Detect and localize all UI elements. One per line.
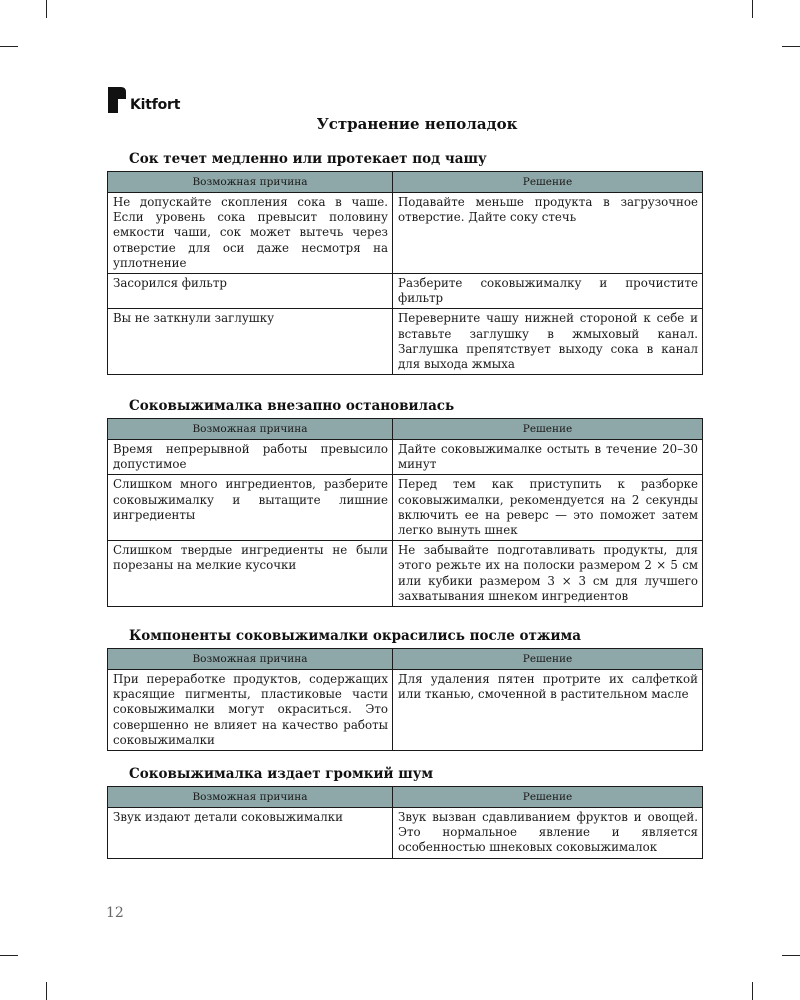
solution-cell: Дайте соковыжималке остыть в течение 20–30 минут (393, 440, 703, 475)
table-row (108, 475, 703, 541)
cause-cell: Засорился фильтр (108, 274, 393, 309)
troubleshooting-table (107, 786, 703, 859)
table-row (108, 440, 703, 475)
page-title: Устранение неполадок (316, 115, 518, 133)
page-number: 12 (106, 905, 124, 921)
solution-cell: Для удаления пятен протрите их салфеткой или тканью, смоченной в растительном масле (393, 670, 703, 751)
solution-cell: Разберите соковыжималку и прочистите фильтр (393, 274, 703, 309)
section-title: Соковыжималка издает громкий шум (129, 766, 434, 782)
crop-mark (752, 0, 753, 18)
kitfort-logo-icon (106, 85, 128, 115)
logo-text: Kitfort (130, 97, 181, 113)
table-row (108, 808, 703, 859)
section-title: Соковыжималка внезапно остановилась (129, 398, 455, 414)
column-header-cause: Возможная причина (108, 419, 393, 440)
crop-mark (782, 955, 800, 956)
column-header-solution: Решение (393, 419, 703, 440)
section-sudden-stop (107, 398, 702, 607)
column-header-solution: Решение (393, 649, 703, 670)
table-row (108, 193, 703, 274)
column-header-cause: Возможная причина (108, 172, 393, 193)
solution-cell: Не забывайте подготавливать продукты, для этого режьте их на полоски размером 2 × 5 см или кубики размером 3 × 3 см для лучшего захватывания шнеком ингредиентов (393, 541, 703, 607)
solution-cell: Звук вызван сдавливанием фруктов и овощей. Это нормальное явление и является особенностью шнековых соковыжималок (393, 808, 703, 859)
table-row (108, 274, 703, 309)
brand-logo (106, 85, 180, 115)
crop-mark (752, 982, 753, 1000)
crop-mark (782, 46, 800, 47)
crop-mark (0, 46, 18, 47)
solution-cell: Перед тем как приступить к разборке соковыжималки, рекомендуется на 2 секунды включить ее на реверс — это поможет затем легко вынуть шнек (393, 475, 703, 541)
section-slow-juice (107, 151, 702, 375)
cause-cell: Время непрерывной работы превысило допустимое (108, 440, 393, 475)
section-staining (107, 628, 702, 751)
crop-mark (46, 0, 47, 18)
cause-cell: Вы не заткнули заглушку (108, 309, 393, 375)
cause-cell: Слишком много ингредиентов, разберите соковыжималку и вытащите лишние ингредиенты (108, 475, 393, 541)
column-header-solution: Решение (393, 787, 703, 808)
column-header-cause: Возможная причина (108, 787, 393, 808)
cause-cell: Слишком твердые ингредиенты не были порезаны на мелкие кусочки (108, 541, 393, 607)
section-title: Компоненты соковыжималки окрасились после отжима (129, 628, 582, 644)
solution-cell: Переверните чашу нижней стороной к себе и вставьте заглушку в жмыховый канал. Заглушка препятствует выходу сока в канал для выхода жмыха (393, 309, 703, 375)
table-row (108, 541, 703, 607)
section-loud-noise (107, 766, 702, 859)
cause-cell: Не допускайте скопления сока в чаше. Если уровень сока превысит половину емкости чаши, сок может вытечь через отверстие для оси даже несмотря на уплотнение (108, 193, 393, 274)
cause-cell: Звук издают детали соковыжималки (108, 808, 393, 859)
section-title: Сок течет медленно или протекает под чашу (129, 151, 487, 167)
column-header-cause: Возможная причина (108, 649, 393, 670)
crop-mark (0, 955, 18, 956)
troubleshooting-table (107, 648, 703, 751)
crop-mark (46, 982, 47, 1000)
troubleshooting-table (107, 171, 703, 375)
solution-cell: Подавайте меньше продукта в загрузочное отверстие. Дайте соку стечь (393, 193, 703, 274)
cause-cell: При переработке продуктов, содержащих красящие пигменты, пластиковые части соковыжималки могут окраситься. Это совершенно не влияет на качество работы соковыжималки (108, 670, 393, 751)
table-row (108, 309, 703, 375)
column-header-solution: Решение (393, 172, 703, 193)
troubleshooting-table (107, 418, 703, 607)
table-row (108, 670, 703, 751)
